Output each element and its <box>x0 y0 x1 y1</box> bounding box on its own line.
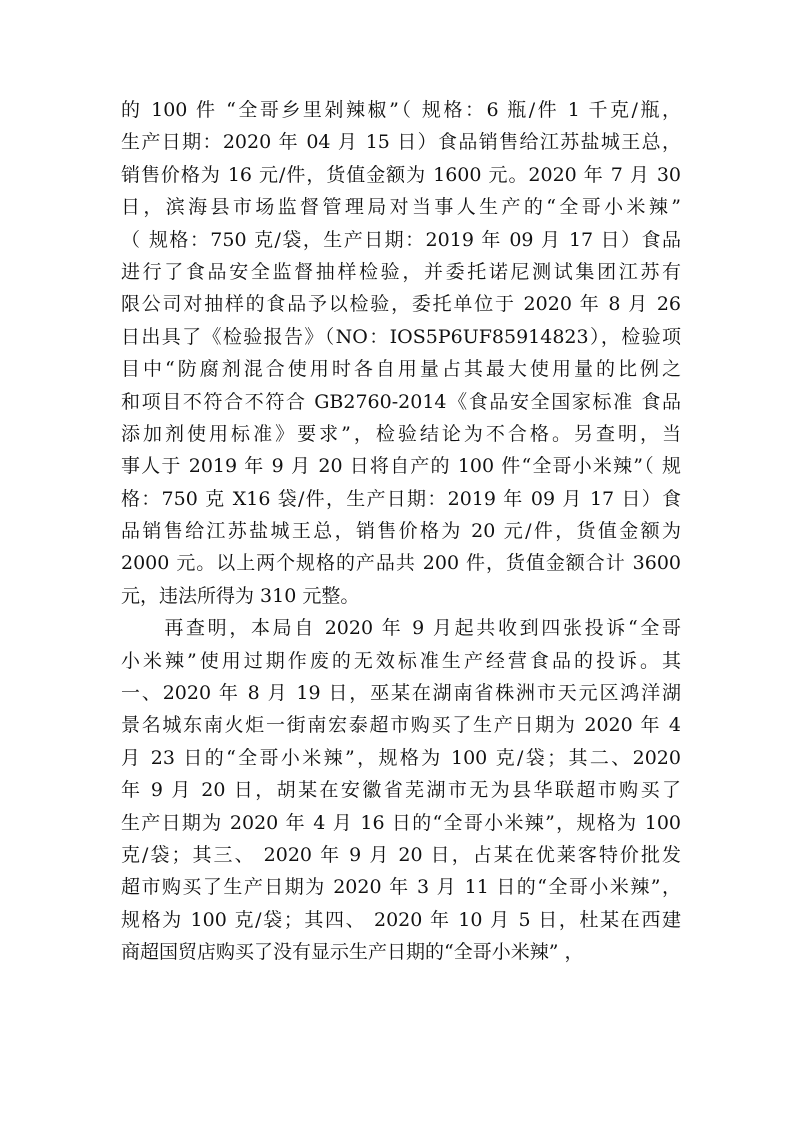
text-line: 限公司对抽样的食品予以检验，委托单位于 2020 年 8 月 26 <box>121 293 681 316</box>
text-line: 景名城东南火炬一街南宏泰超市购买了生产日期为 2020 年 4 <box>121 714 681 737</box>
text-line: 再查明，本局自 2020 年 9 月起共收到四张投诉“全哥 <box>121 617 681 640</box>
text-line: 事人于 2019 年 9 月 20 日将自产的 100 件“全哥小米辣”（ 规 <box>121 455 681 478</box>
document-body <box>121 94 681 969</box>
text-line: 销售价格为 16 元/件，货值金额为 1600 元。2020 年 7 月 30 <box>121 163 681 186</box>
text-line: 元，违法所得为 310 元整。 <box>121 584 360 607</box>
text-line: 2000 元。以上两个规格的产品共 200 件，货值金额合计 3600 <box>121 552 681 575</box>
text-line: 生产日期为 2020 年 4 月 16 日的“全哥小米辣”，规格为 100 <box>121 811 681 834</box>
text-line: 一、2020 年 8 月 19 日，巫某在湖南省株洲市天元区鸿洋湖 <box>121 682 681 705</box>
text-line: 和项目不符合不符合 GB2760-2014《食品安全国家标准 食品 <box>121 390 681 413</box>
text-line: 商超国贸店购买了没有显示生产日期的“全哥小米辣” ， <box>121 941 584 964</box>
text-line: 目中“防腐剂混合使用时各自用量占其最大使用量的比例之 <box>121 358 681 381</box>
text-line: 月 23 日的“全哥小米辣”，规格为 100 克/袋；其二、2020 <box>121 746 681 769</box>
text-line: 生产日期：2020 年 04 月 15 日）食品销售给江苏盐城王总， <box>121 131 681 154</box>
text-line: 的 100 件 “全哥乡里剁辣椒”（ 规格：6 瓶/件 1 千克/瓶， <box>121 99 681 121</box>
text-line: 日，滨海县市场监督管理局对当事人生产的“全哥小米辣” <box>121 196 681 219</box>
text-line: 超市购买了生产日期为 2020 年 3 月 11 日的“全哥小米辣”， <box>121 876 681 899</box>
text-line: 年 9 月 20 日，胡某在安徽省芜湖市无为县华联超市购买了 <box>121 779 681 802</box>
text-line: 规格为 100 克/袋；其四、 2020 年 10 月 5 日，杜某在西建 <box>121 908 681 931</box>
text-line: （ 规格：750 克/袋，生产日期：2019 年 09 月 17 日）食品 <box>121 228 681 251</box>
text-line: 克/袋；其三、 2020 年 9 月 20 日，占某在优莱客特价批发 <box>121 843 681 866</box>
text-line: 添加剂使用标准》要求”，检验结论为不合格。另查明，当 <box>121 422 681 445</box>
text-line: 格：750 克 X16 袋/件，生产日期：2019 年 09 月 17 日）食 <box>121 487 681 510</box>
text-line: 进行了食品安全监督抽样检验，并委托诺尼测试集团江苏有 <box>121 260 681 283</box>
text-line: 品销售给江苏盐城王总，销售价格为 20 元/件，货值金额为 <box>121 520 681 543</box>
text-line: 小米辣”使用过期作废的无效标准生产经营食品的投诉。其 <box>121 649 681 672</box>
text-line: 日出具了《检验报告》（NO：IOS5P6UF85914823），检验项 <box>121 325 681 348</box>
